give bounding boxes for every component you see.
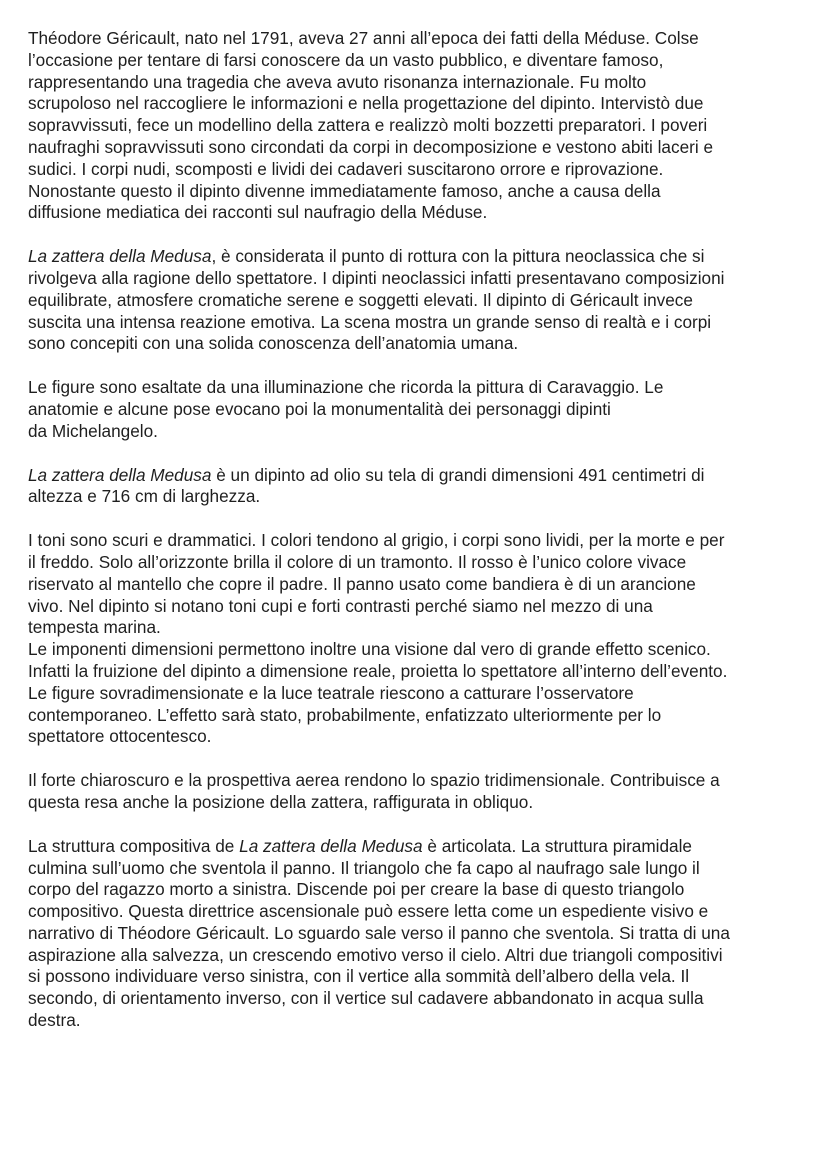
text-line: diffusione mediatica dei racconti sul naufragio della Méduse. — [28, 202, 488, 223]
text-line: Le imponenti dimensioni permettono inoltre una visione dal vero di grande effetto scenico. — [28, 639, 711, 660]
paragraph-chiaroscuro — [28, 770, 804, 814]
text-line: compositivo. Questa direttrice ascensionale può essere letta come un espediente visivo e — [28, 901, 709, 922]
text-run: La struttura compositiva de — [28, 835, 240, 856]
text-run: è articolata. La struttura piramidale — [422, 835, 692, 856]
text-line: tempesta marina. — [28, 617, 161, 638]
text-line: sudici. I corpi nudi, scomposti e lividi dei cadaveri suscitarono orrore e riprovazione. — [28, 158, 664, 179]
text-line: Le figure sovradimensionate e la luce teatrale riescono a catturare l’osservatore — [28, 682, 634, 703]
paragraph-caravaggio — [28, 377, 804, 442]
text-line: contemporaneo. L’effetto sarà stato, probabilmente, enfatizzato ulteriormente per lo — [28, 704, 662, 725]
text-line: suscita una intensa reazione emotiva. La scena mostra un grande senso di realtà e i corpi — [28, 311, 712, 332]
text-line: sono concepiti con una solida conoscenza dell’anatomia umana. — [28, 333, 519, 354]
text-line: I toni sono scuri e drammatici. I colori tendono al grigio, i corpi sono lividi, per la morte e per — [28, 530, 725, 551]
text-line: Théodore Géricault, nato nel 1791, aveva 27 anni all’epoca dei fatti della Méduse. Colse — [28, 28, 699, 48]
text-line: Infatti la fruizione del dipinto a dimensione reale, proietta lo spettatore all’interno dell’evento. — [28, 660, 728, 681]
text-line: da Michelangelo. — [28, 420, 158, 441]
artwork-title: La zattera della Medusa — [239, 835, 423, 856]
text-line: naufraghi sopravvissuti sono circondati da corpi in decomposizione e vestono abiti laceri e — [28, 136, 714, 157]
text-line: vivo. Nel dipinto si notano toni cupi e forti contrasti perché siamo nel mezzo di una — [28, 595, 653, 616]
text-line: Nonostante questo il dipinto divenne immediatamente famoso, anche a causa della — [28, 180, 661, 201]
text-line: si possono individuare verso sinistra, con il vertice alla sommità dell’albero della vela. Il — [28, 966, 690, 987]
artwork-title: La zattera della Medusa — [28, 246, 212, 267]
text-line: corpo del ragazzo morto a sinistra. Discende poi per creare la base di questo triangolo — [28, 879, 685, 900]
paragraph-neoclassical-break — [28, 246, 804, 355]
text-line: culmina sull’uomo che sventola il panno. Il triangolo che fa capo al naufrago sale lungo il — [28, 857, 700, 878]
text-line: il freddo. Solo all’orizzonte brilla il colore di un tramonto. Il rosso è l’unico colore vivace — [28, 551, 687, 572]
paragraph-intro-gericault — [28, 28, 804, 224]
text-line: anatomie e alcune pose evocano poi la monumentalità dei personaggi dipinti — [28, 398, 611, 419]
text-line: spettatore ottocentesco. — [28, 726, 212, 747]
text-line — [28, 246, 804, 268]
text-line: l’occasione per tentare di farsi conoscere da un vasto pubblico, e diventare famoso, — [28, 49, 664, 70]
artwork-title: La zattera della Medusa — [28, 464, 212, 485]
text-line: altezza e 716 cm di larghezza. — [28, 486, 261, 507]
text-line: rivolgeva alla ragione dello spettatore. I dipinti neoclassici infatti presentavano composizioni — [28, 267, 725, 288]
text-line: questa resa anche la posizione della zattera, raffigurata in obliquo. — [28, 791, 534, 812]
paragraph-dimensions — [28, 465, 804, 509]
text-line: rappresentando una tragedia che aveva avuto risonanza internazionale. Fu molto — [28, 71, 647, 92]
text-line — [28, 836, 804, 858]
text-line: aspirazione alla salvezza, un crescendo emotivo verso il cielo. Altri due triangoli compositivi — [28, 944, 723, 965]
paragraph-composition — [28, 836, 804, 1032]
text-run: è un dipinto ad olio su tela di grandi dimensioni 491 centimetri di — [211, 464, 705, 485]
text-line: Il forte chiaroscuro e la prospettiva aerea rendono lo spazio tridimensionale. Contribuisce a — [28, 770, 720, 791]
text-line: riservato al mantello che copre il padre. Il panno usato come bandiera è di un arancione — [28, 573, 696, 594]
text-line: Le figure sono esaltate da una illuminazione che ricorda la pittura di Caravaggio. Le — [28, 377, 664, 398]
text-line: narrativo di Théodore Géricault. Lo sguardo sale verso il panno che sventola. Si tratta di una — [28, 922, 730, 943]
text-line — [28, 465, 804, 487]
text-run: , è considerata il punto di rottura con la pittura neoclassica che si — [211, 246, 705, 267]
text-line: secondo, di orientamento inverso, con il vertice sul cadavere abbandonato in acqua sulla — [28, 988, 704, 1009]
text-line: destra. — [28, 1010, 81, 1031]
text-line: scrupoloso nel raccogliere le informazioni e nella progettazione del dipinto. Intervistò due — [28, 93, 704, 114]
paragraph-tones — [28, 530, 804, 748]
text-line: equilibrate, atmosfere cromatiche serene e soggetti elevati. Il dipinto di Géricault invece — [28, 289, 693, 310]
text-line: sopravvissuti, fece un modellino della zattera e realizzò molti bozzetti preparatori. I poveri — [28, 115, 708, 136]
